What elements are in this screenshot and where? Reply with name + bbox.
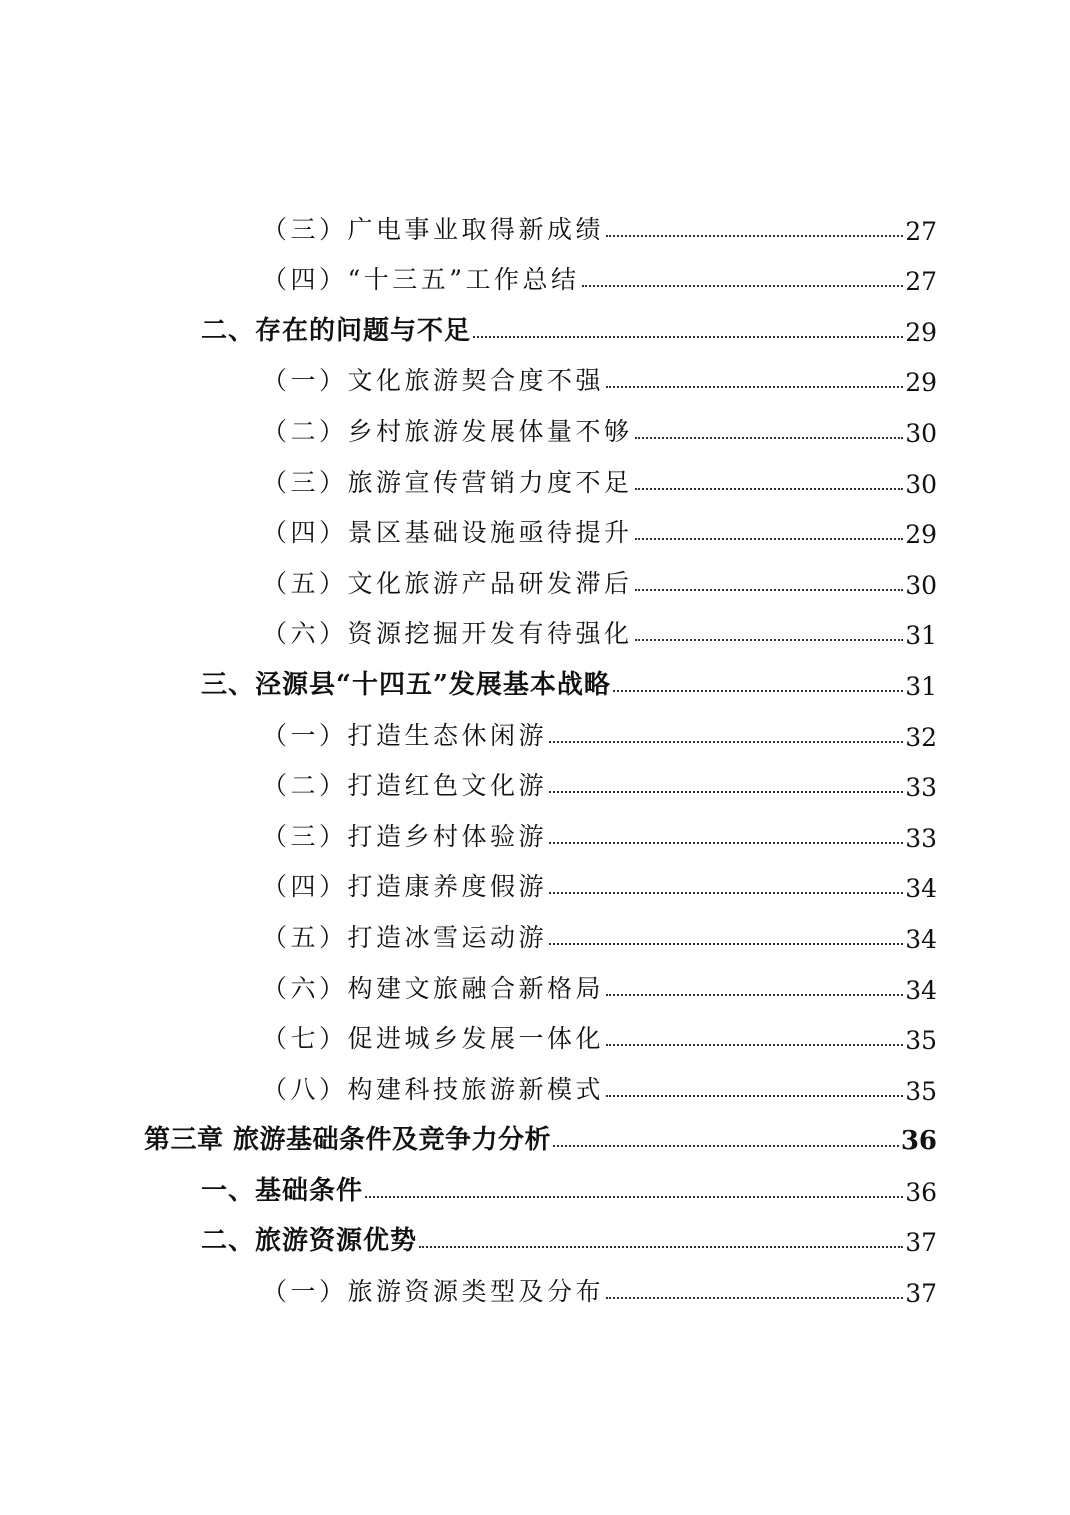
toc-dot-leader (549, 791, 903, 793)
toc-dot-leader (473, 336, 903, 338)
toc-dot-leader (613, 690, 903, 692)
toc-entry[interactable] (0, 1005, 1070, 1056)
toc-dot-leader (606, 235, 903, 237)
toc-page-number: 29 (905, 368, 937, 398)
toc-entry-title: （八）构建科技旅游新模式 (262, 1074, 605, 1104)
toc-entry-title: （一）旅游资源类型及分布 (262, 1277, 605, 1307)
toc-entry-title: （三）旅游宣传营销力度不足 (262, 467, 633, 497)
toc-entry[interactable] (0, 600, 1070, 651)
toc-dot-leader (635, 589, 904, 591)
toc-entry-title: （五）文化旅游产品研发滞后 (262, 568, 633, 598)
toc-entry-title: （四）景区基础设施亟待提升 (262, 518, 633, 548)
toc-dot-leader (419, 1246, 903, 1248)
toc-dot-leader (549, 892, 903, 894)
toc-page-number: 30 (905, 570, 937, 600)
table-of-contents (0, 195, 1070, 1308)
toc-entry[interactable] (0, 347, 1070, 398)
toc-entry[interactable] (0, 448, 1070, 499)
toc-page-number: 31 (905, 671, 937, 701)
toc-dot-leader (549, 943, 903, 945)
toc-page-number: 31 (905, 621, 937, 651)
toc-entry[interactable] (0, 701, 1070, 752)
toc-dot-leader (365, 1196, 903, 1198)
toc-entry[interactable] (0, 954, 1070, 1005)
toc-page-number: 29 (905, 520, 937, 550)
toc-entry-title: （三）打造乡村体验游 (262, 821, 548, 851)
toc-dot-leader (635, 639, 904, 641)
toc-page-number: 36 (905, 1177, 937, 1207)
toc-entry[interactable] (0, 1156, 1070, 1207)
toc-page-number: 30 (905, 469, 937, 499)
toc-dot-leader (606, 994, 903, 996)
toc-page-number: 29 (905, 317, 937, 347)
toc-entry[interactable] (0, 853, 1070, 904)
toc-page-number: 27 (905, 216, 937, 246)
toc-entry[interactable] (0, 650, 1070, 701)
toc-entry-title: （六）构建文旅融合新格局 (262, 973, 605, 1003)
toc-entry-title: （四）打造康养度假游 (262, 872, 548, 902)
toc-dot-leader (606, 1095, 903, 1097)
toc-entry-title: （二）乡村旅游发展体量不够 (262, 416, 633, 446)
toc-dot-leader (606, 1044, 903, 1046)
toc-entry[interactable] (0, 1257, 1070, 1308)
toc-entry-title: （二）打造红色文化游 (262, 771, 548, 801)
toc-entry-title: （七）促进城乡发展一体化 (262, 1024, 605, 1054)
toc-page-number: 35 (905, 1076, 937, 1106)
toc-entry-title: 一、基础条件 (201, 1175, 364, 1206)
toc-entry[interactable] (0, 499, 1070, 550)
toc-dot-leader (606, 386, 903, 388)
toc-page-number: 34 (905, 975, 937, 1005)
toc-entry-title: （三）广电事业取得新成绩 (262, 214, 605, 244)
toc-page-number: 32 (905, 722, 937, 752)
toc-entry-title: 二、旅游资源优势 (201, 1226, 418, 1257)
toc-page-number: 33 (905, 823, 937, 853)
toc-entry[interactable] (0, 1106, 1070, 1157)
toc-page-number: 35 (905, 1026, 937, 1056)
toc-page-number: 34 (905, 874, 937, 904)
toc-dot-leader (606, 1297, 903, 1299)
toc-entry-title: 二、存在的问题与不足 (201, 315, 472, 346)
toc-entry[interactable] (0, 752, 1070, 803)
toc-entry-title: （五）打造冰雪运动游 (262, 922, 548, 952)
toc-dot-leader (553, 1145, 899, 1147)
toc-entry-title: （一）打造生态休闲游 (262, 720, 548, 750)
toc-entry[interactable] (0, 903, 1070, 954)
toc-entry[interactable] (0, 802, 1070, 853)
toc-entry-title: （六）资源挖掘开发有待强化 (262, 619, 633, 649)
toc-entry[interactable] (0, 1055, 1070, 1106)
toc-entry-title: 第三章 旅游基础条件及竞争力分析 (144, 1125, 552, 1156)
toc-dot-leader (549, 842, 903, 844)
toc-dot-leader (635, 437, 904, 439)
toc-dot-leader (549, 741, 903, 743)
toc-entry[interactable] (0, 549, 1070, 600)
toc-entry-title: （四）“十三五”工作总结 (262, 265, 580, 295)
toc-page-number: 34 (905, 924, 937, 954)
toc-page-number: 33 (905, 773, 937, 803)
toc-entry[interactable] (0, 246, 1070, 297)
toc-page-number: 37 (905, 1279, 937, 1309)
toc-entry-title: （一）文化旅游契合度不强 (262, 366, 605, 396)
toc-page-number: 30 (905, 418, 937, 448)
toc-entry-title: 三、泾源县“十四五”发展基本战略 (201, 669, 611, 700)
toc-entry[interactable] (0, 1207, 1070, 1258)
toc-page-number: 36 (900, 1126, 937, 1157)
toc-page-number: 37 (905, 1228, 937, 1258)
toc-dot-leader (635, 538, 904, 540)
toc-page-number: 27 (905, 267, 937, 297)
toc-dot-leader (582, 285, 904, 287)
toc-entry[interactable] (0, 397, 1070, 448)
toc-entry[interactable] (0, 195, 1070, 246)
toc-entry[interactable] (0, 296, 1070, 347)
toc-dot-leader (635, 488, 904, 490)
